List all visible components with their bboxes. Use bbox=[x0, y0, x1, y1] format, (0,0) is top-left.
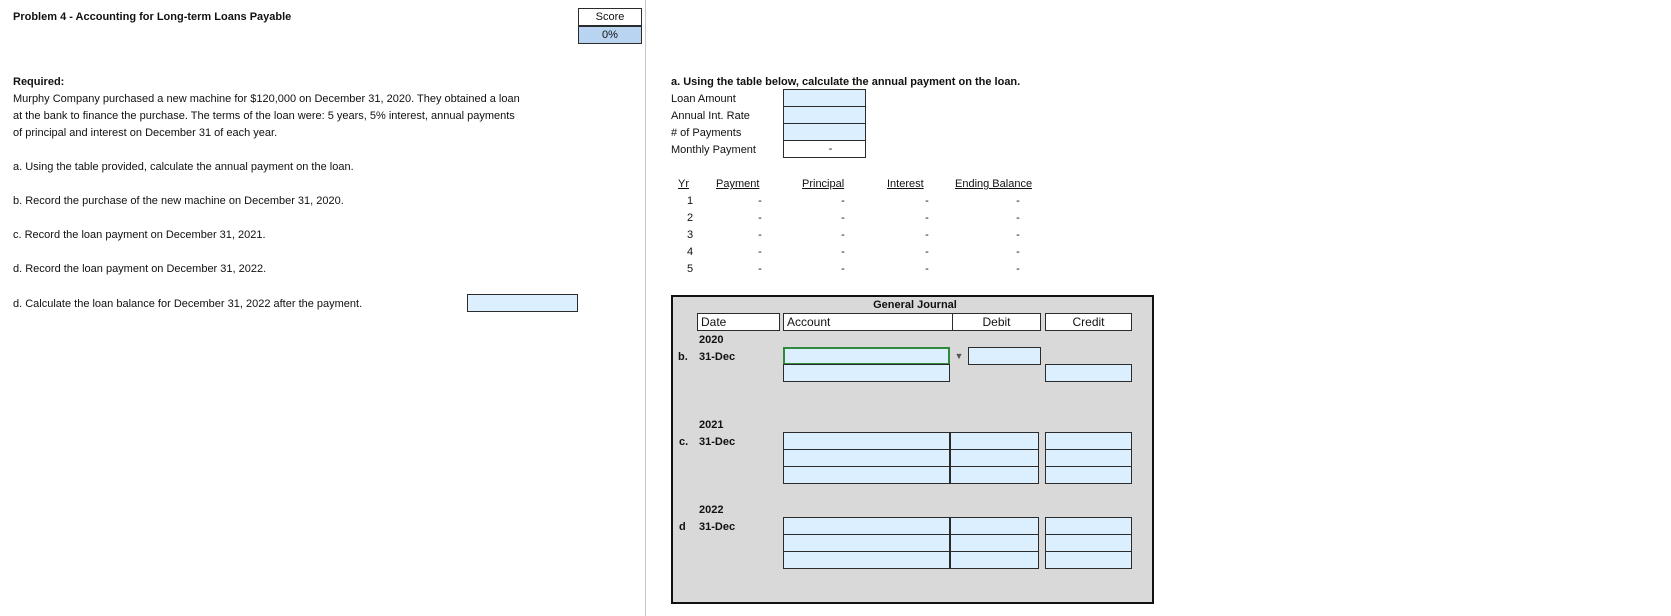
debit-input-d1[interactable] bbox=[950, 517, 1039, 535]
journal-letter-b: b. bbox=[678, 351, 688, 363]
journal-header-debit: Debit bbox=[952, 313, 1041, 331]
task-d: d. Record the loan payment on December 31, 2022. bbox=[13, 263, 267, 275]
credit-input-c2[interactable] bbox=[1045, 449, 1132, 467]
credit-input-d3[interactable] bbox=[1045, 551, 1132, 569]
col-yr: Yr bbox=[678, 178, 689, 190]
row2-interest: - bbox=[925, 212, 929, 224]
row2-balance: - bbox=[1016, 212, 1020, 224]
row2-payment: - bbox=[758, 212, 762, 224]
journal-year-2021: 2021 bbox=[699, 419, 724, 431]
required-line-1: Murphy Company purchased a new machine for $120,000 on December 31, 2020. They obtained a loan bbox=[13, 93, 520, 105]
debit-input-d2[interactable] bbox=[950, 534, 1039, 552]
row3-interest: - bbox=[925, 229, 929, 241]
journal-year-2022: 2022 bbox=[699, 504, 724, 516]
debit-input-b1[interactable] bbox=[968, 347, 1041, 365]
pane-divider bbox=[645, 0, 646, 616]
credit-input-c3[interactable] bbox=[1045, 466, 1132, 484]
account-input-c1[interactable] bbox=[783, 432, 950, 450]
required-line-3: of principal and interest on December 31 of each year. bbox=[13, 127, 278, 139]
loan-amount-input[interactable] bbox=[783, 89, 866, 107]
col-payment: Payment bbox=[716, 178, 760, 190]
calc-heading: a. Using the table below, calculate the annual payment on the loan. bbox=[671, 76, 1021, 88]
row4-balance: - bbox=[1016, 246, 1020, 258]
journal-date-d: 31-Dec bbox=[699, 521, 736, 533]
debit-input-c3[interactable] bbox=[950, 466, 1039, 484]
account-input-c2[interactable] bbox=[783, 449, 950, 467]
row2-principal: - bbox=[841, 212, 845, 224]
account-input-d1[interactable] bbox=[783, 517, 950, 535]
num-payments-label: # of Payments bbox=[671, 127, 742, 139]
annual-rate-label: Annual Int. Rate bbox=[671, 110, 750, 122]
row1-payment: - bbox=[758, 195, 762, 207]
row3-principal: - bbox=[841, 229, 845, 241]
journal-date-c: 31-Dec bbox=[699, 436, 736, 448]
row3-yr: 3 bbox=[686, 229, 694, 241]
credit-input-c1[interactable] bbox=[1045, 432, 1132, 450]
row3-balance: - bbox=[1016, 229, 1020, 241]
row3-payment: - bbox=[758, 229, 762, 241]
account-input-d2[interactable] bbox=[783, 534, 950, 552]
journal-header-date: Date bbox=[697, 313, 780, 331]
account-input-c3[interactable] bbox=[783, 466, 950, 484]
row1-yr: 1 bbox=[686, 195, 694, 207]
row5-balance: - bbox=[1016, 263, 1020, 275]
monthly-payment-value: - bbox=[783, 140, 866, 158]
required-heading: Required: bbox=[13, 76, 65, 88]
annual-rate-input[interactable] bbox=[783, 106, 866, 124]
account-input-b2[interactable] bbox=[783, 364, 950, 382]
debit-input-c2[interactable] bbox=[950, 449, 1039, 467]
row1-interest: - bbox=[925, 195, 929, 207]
debit-input-c1[interactable] bbox=[950, 432, 1039, 450]
debit-input-d3[interactable] bbox=[950, 551, 1039, 569]
credit-input-d2[interactable] bbox=[1045, 534, 1132, 552]
page-title: Problem 4 - Accounting for Long-term Loans Payable bbox=[13, 11, 292, 23]
num-payments-input[interactable] bbox=[783, 123, 866, 141]
account-input-d3[interactable] bbox=[783, 551, 950, 569]
task-c: c. Record the loan payment on December 31, 2021. bbox=[13, 229, 266, 241]
row2-yr: 2 bbox=[686, 212, 694, 224]
monthly-payment-label: Monthly Payment bbox=[671, 144, 756, 156]
task-e: d. Calculate the loan balance for December 31, 2022 after the payment. bbox=[13, 298, 363, 310]
row5-payment: - bbox=[758, 263, 762, 275]
journal-title: General Journal bbox=[873, 299, 957, 311]
journal-year-2020: 2020 bbox=[699, 334, 724, 346]
journal-header-credit: Credit bbox=[1045, 313, 1132, 331]
col-interest: Interest bbox=[887, 178, 924, 190]
loan-amount-label: Loan Amount bbox=[671, 93, 736, 105]
score-value: 0% bbox=[578, 26, 642, 44]
task-a: a. Using the table provided, calculate the annual payment on the loan. bbox=[13, 161, 354, 173]
row4-interest: - bbox=[925, 246, 929, 258]
col-principal: Principal bbox=[802, 178, 845, 190]
chevron-down-icon[interactable]: ▼ bbox=[954, 351, 964, 361]
col-ending-balance: Ending Balance bbox=[955, 178, 1033, 190]
row1-balance: - bbox=[1016, 195, 1020, 207]
credit-input-b2[interactable] bbox=[1045, 364, 1132, 382]
row4-principal: - bbox=[841, 246, 845, 258]
journal-letter-d: d bbox=[679, 521, 686, 533]
row4-payment: - bbox=[758, 246, 762, 258]
row5-principal: - bbox=[841, 263, 845, 275]
journal-letter-c: c. bbox=[679, 436, 689, 448]
row4-yr: 4 bbox=[686, 246, 694, 258]
required-line-2: at the bank to finance the purchase. The terms of the loan were: 5 years, 5% interest, annual payments bbox=[13, 110, 515, 122]
score-label: Score bbox=[578, 8, 642, 26]
journal-header-account: Account bbox=[783, 313, 1041, 331]
task-b: b. Record the purchase of the new machine on December 31, 2020. bbox=[13, 195, 344, 207]
loan-balance-input[interactable] bbox=[467, 294, 578, 312]
row1-principal: - bbox=[841, 195, 845, 207]
journal-date-b: 31-Dec bbox=[699, 351, 736, 363]
credit-input-d1[interactable] bbox=[1045, 517, 1132, 535]
row5-yr: 5 bbox=[686, 263, 694, 275]
row5-interest: - bbox=[925, 263, 929, 275]
account-select-b1[interactable] bbox=[783, 347, 950, 365]
